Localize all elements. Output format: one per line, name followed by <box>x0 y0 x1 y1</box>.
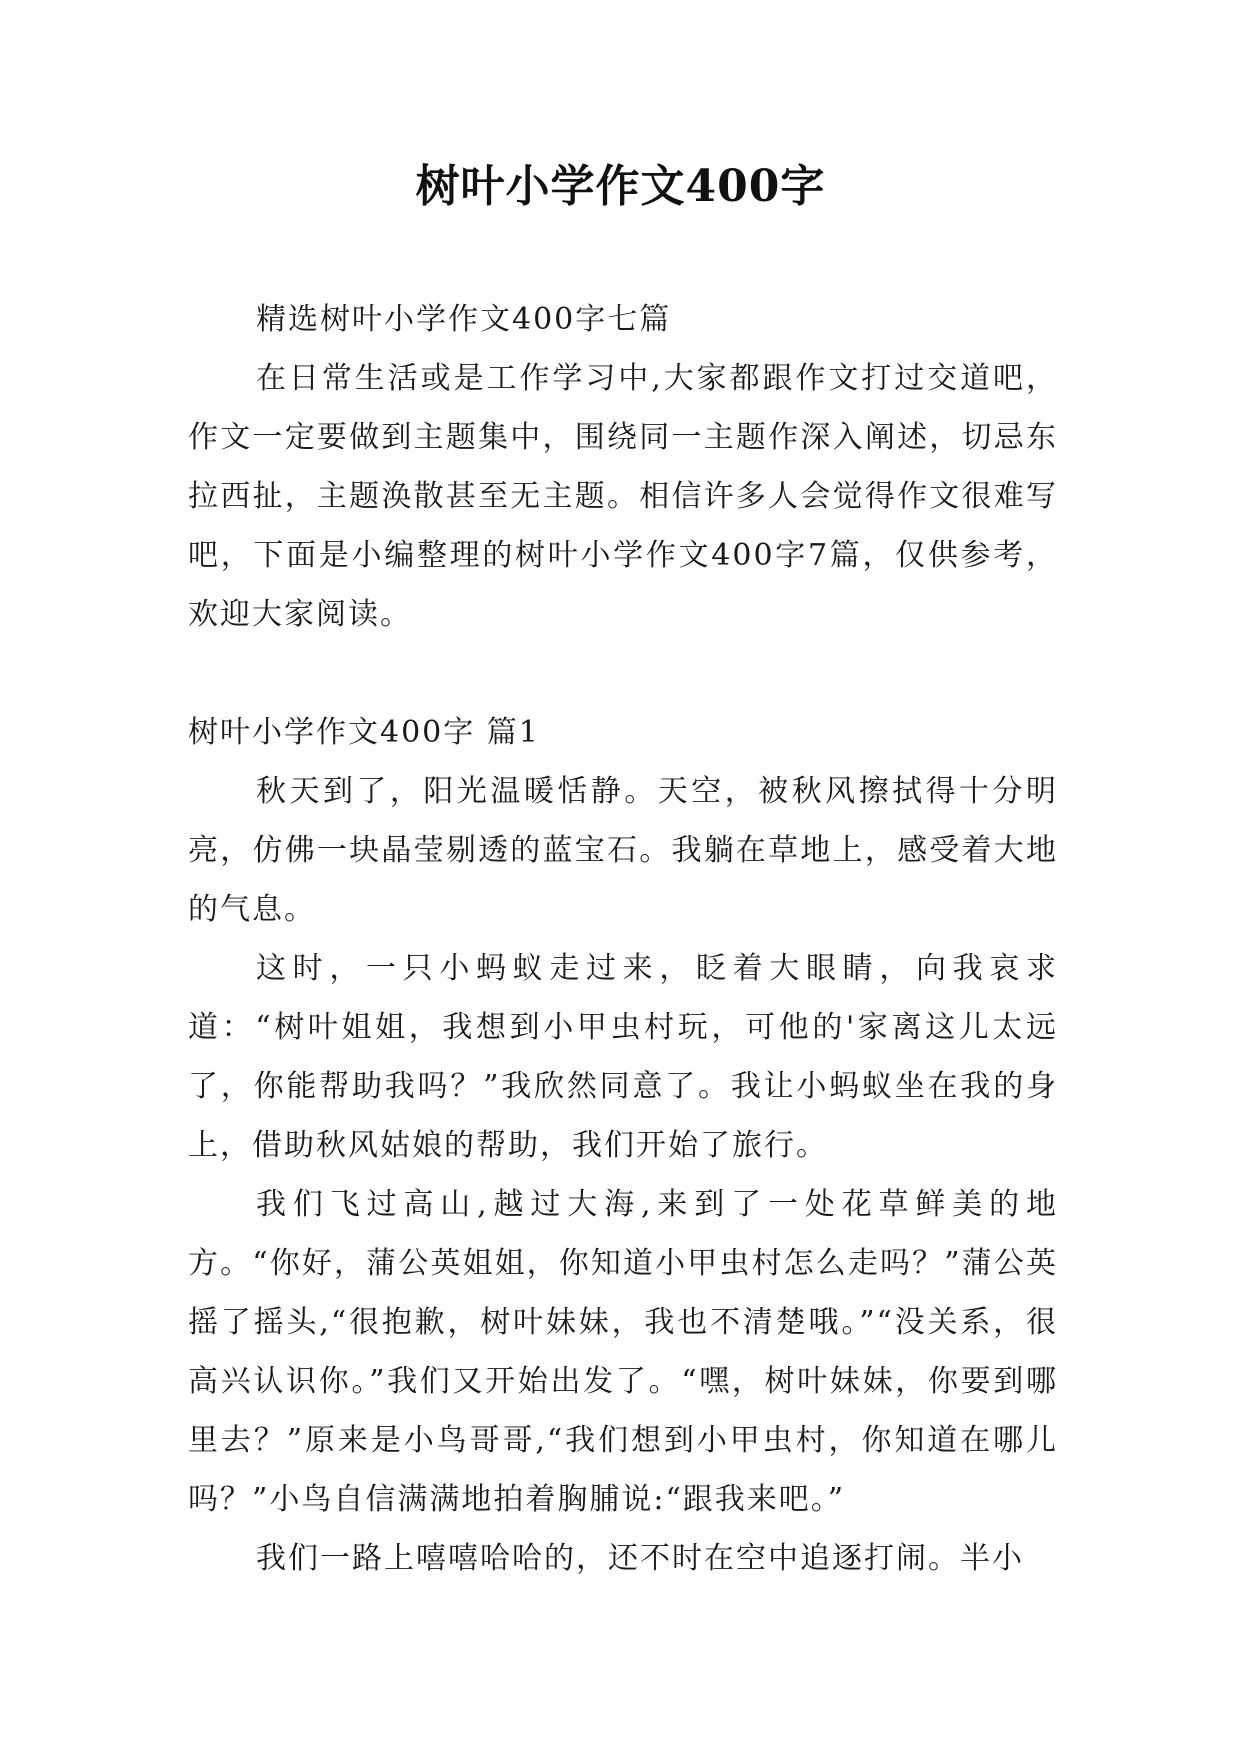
intro-paragraph: 在日常生活或是工作学习中,大家都跟作文打过交道吧，作文一定要做到主题集中，围绕同一主题作深入阐述，切忌东拉西扯，主题涣散甚至无主题。相信许多人会觉得作文很难写吧，下面是小编整理的树叶小学作文400字7篇，仅供参考，欢迎大家阅读。 <box>188 361 1058 632</box>
body-paragraph: 秋天到了，阳光温暖恬静。天空，被秋风擦拭得十分明亮，仿佛一块晶莹剔透的蓝宝石。我躺在草地上，感受着大地的气息。 <box>188 774 1058 927</box>
document-body <box>188 290 1058 1588</box>
body-paragraph: 我们飞过高山,越过大海,来到了一处花草鲜美的地方。“你好，蒲公英姐姐，你知道小甲虫村怎么走吗？”蒲公英摇了摇头,“很抱歉，树叶妹妹，我也不清楚哦。”“没关系，很高兴认识你。”我们又开始出发了。“嘿，树叶妹妹，你要到哪里去？”原来是小鸟哥哥,“我们想到小甲虫村，你知道在哪儿吗？”小鸟自信满满地拍着胸脯说:“跟我来吧。” <box>188 1187 1058 1517</box>
section-heading: 树叶小学作文400字 篇1 <box>188 715 540 750</box>
body-paragraph: 我们一路上嘻嘻哈哈的，还不时在空中追逐打闹。半小 <box>256 1541 1024 1576</box>
body-paragraph: 这时，一只小蚂蚁走过来，眨着大眼睛，向我哀求道：“树叶姐姐，我想到小甲虫村玩，可他的'家离这儿太远了，你能帮助我吗？”我欣然同意了。我让小蚂蚁坐在我的身上，借助秋风姑娘的帮助，我们开始了旅行。 <box>188 951 1058 1163</box>
document-title: 树叶小学作文400字 <box>415 161 826 212</box>
document-subtitle: 精选树叶小学作文400字七篇 <box>256 302 672 337</box>
section-spacer <box>188 644 1058 703</box>
